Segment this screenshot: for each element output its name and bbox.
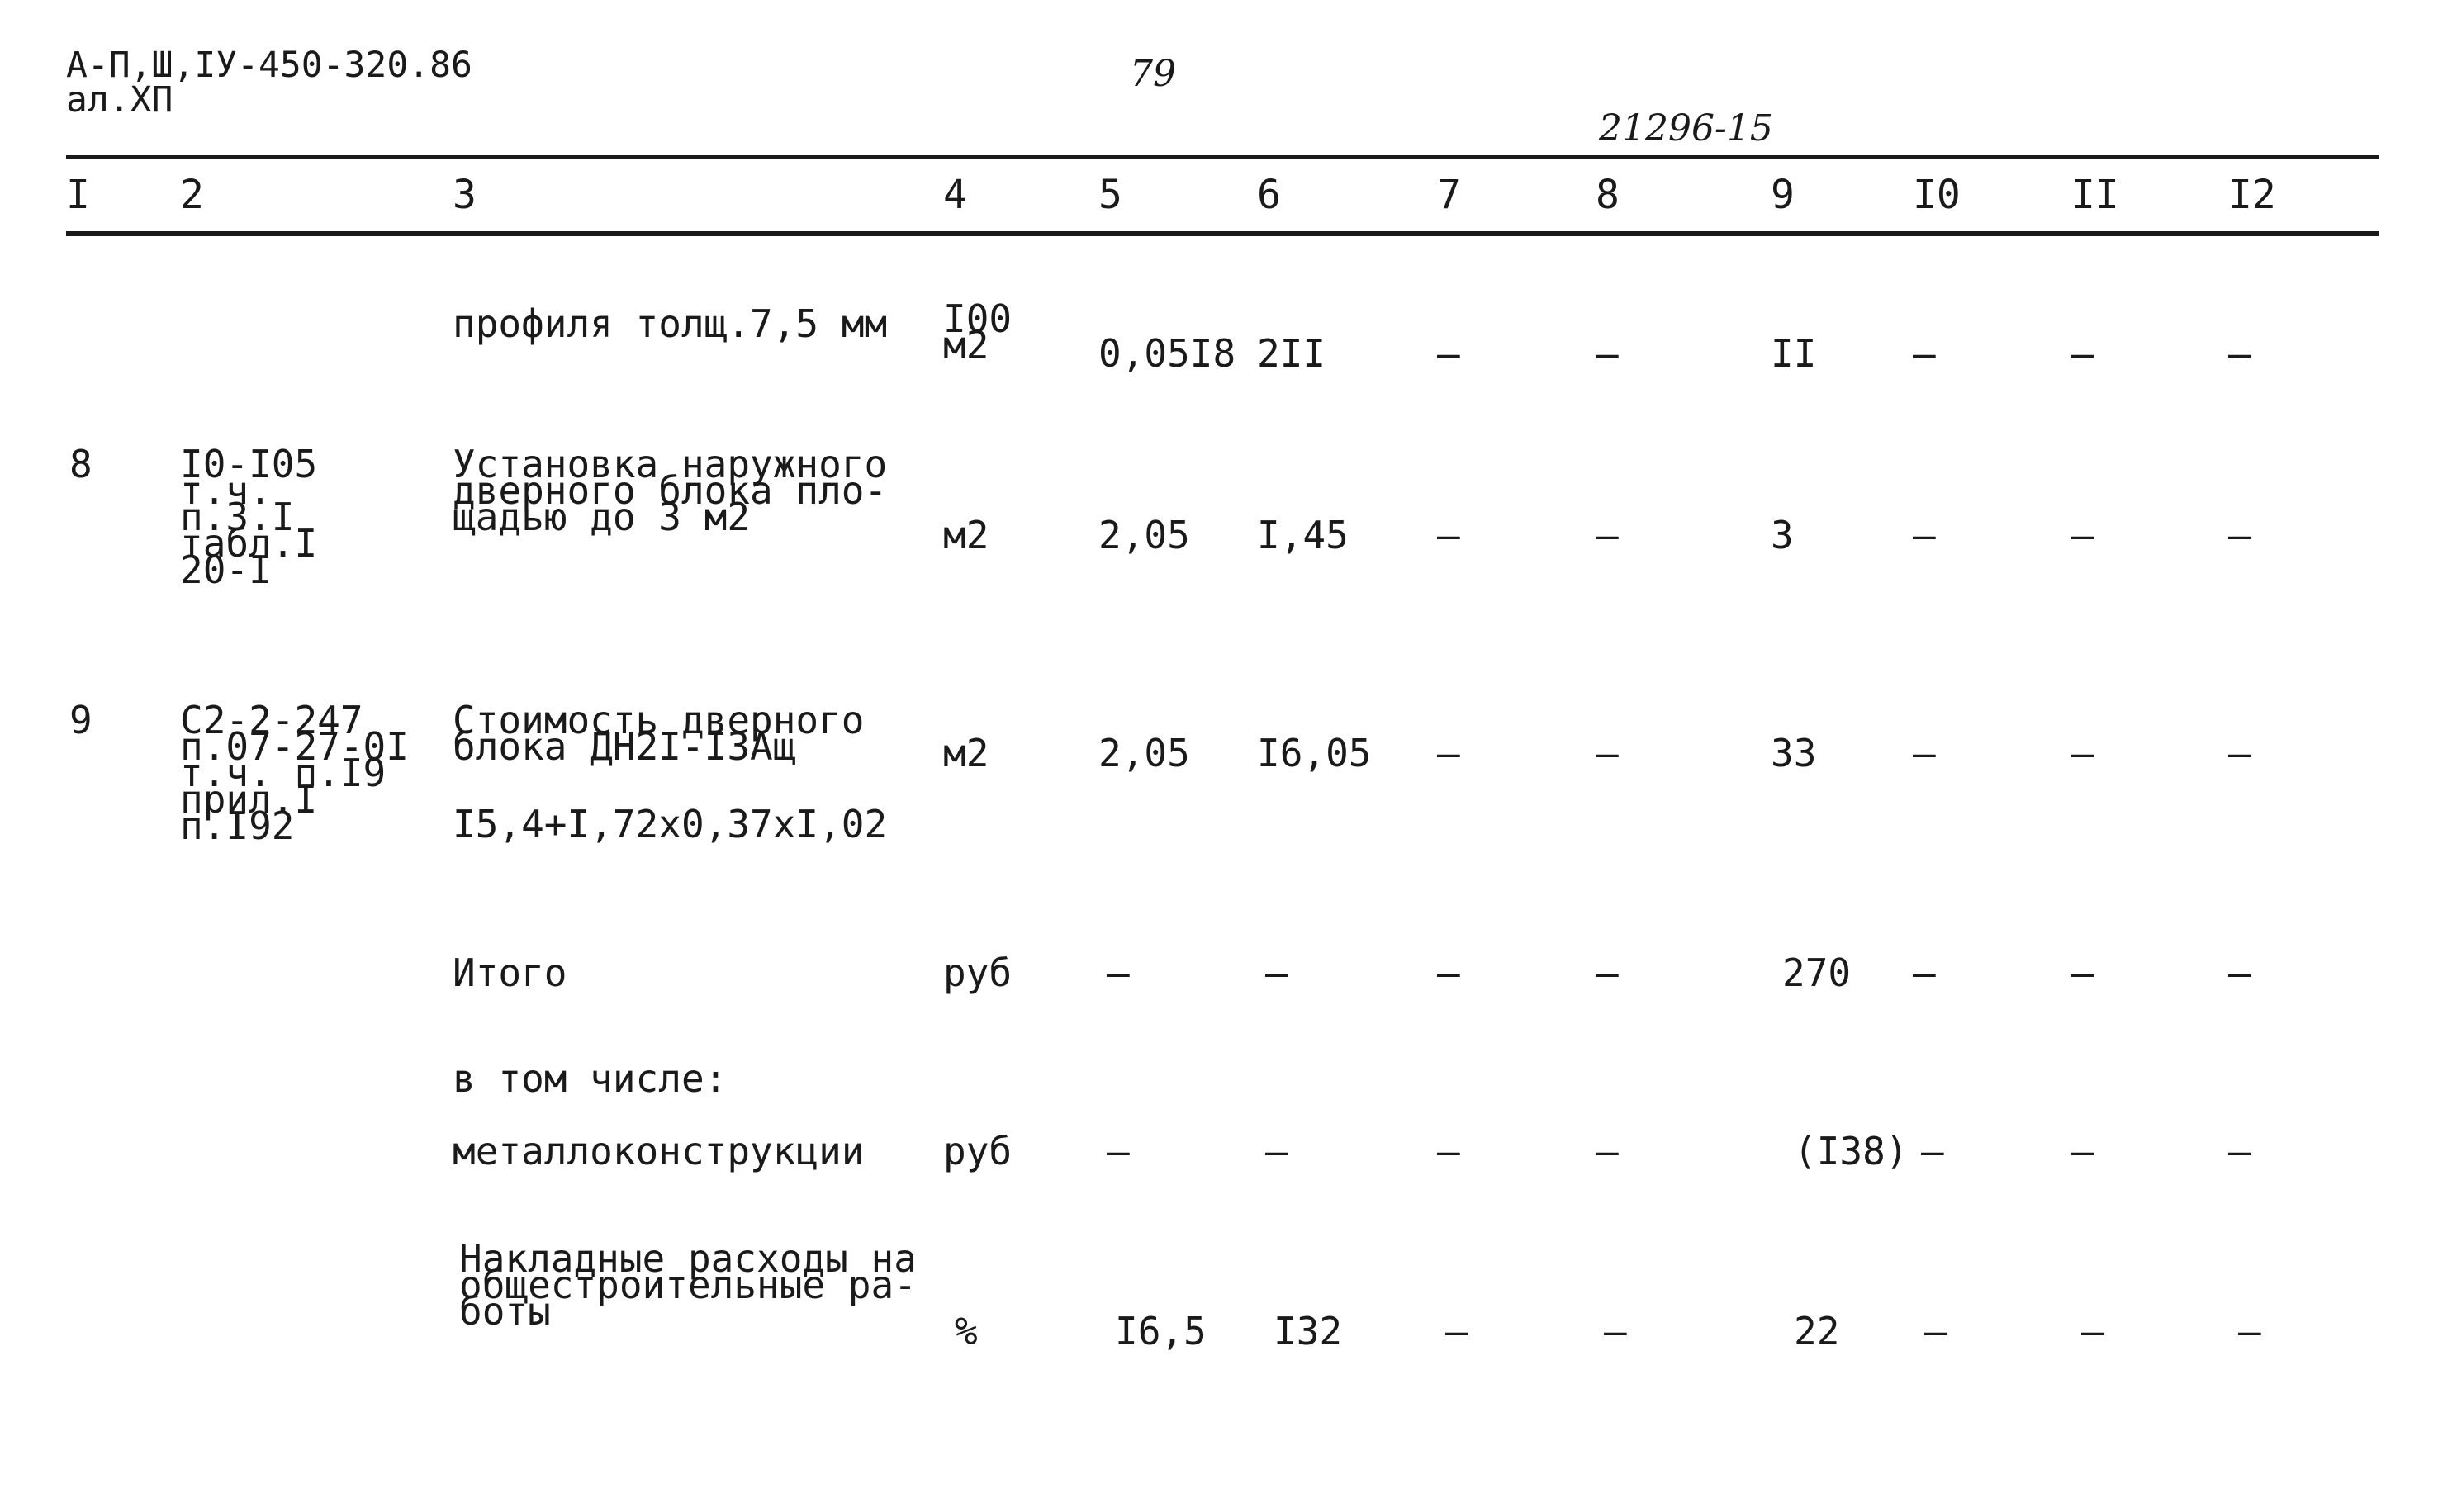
unit: м2 [943,513,989,557]
column-header-7: 7 [1437,172,1461,218]
col12-value: – [2228,1129,2251,1173]
page-number: 79 [1130,53,1176,95]
col11-value: – [2071,513,2094,557]
unit-price: I6,05 [1257,731,1372,775]
col11-value: – [2071,731,2094,775]
unit: % [955,1309,978,1353]
column-header-3: 3 [453,172,477,218]
col12-value: – [2238,1309,2261,1353]
reference-number: 21296-15 [1599,107,1773,149]
price-formula: I5,4+I,72x0,37xI,02 [453,802,888,846]
quantity: 2,05 [1098,513,1190,557]
col8-value: – [1596,950,1619,995]
column-header-2: 2 [180,172,204,218]
unit-price: 2II [1257,331,1326,376]
total-cost: 22 [1794,1309,1840,1353]
total-cost: 33 [1771,731,1817,775]
work-name: Стоимость дверного блока ДН2I-I3Ащ [453,698,865,769]
unit: руб [943,1129,1013,1173]
col7-value: – [1437,1129,1460,1173]
album-number: ал.XП [66,79,173,121]
column-header-12: I2 [2228,172,2276,218]
col10-value: – [1921,1129,1944,1173]
col10-value: – [1913,731,1936,775]
quantity: 0,05I8 [1098,331,1236,376]
column-header-4: 4 [943,172,967,218]
col8-value: – [1604,1309,1627,1353]
col7-value: – [1437,513,1460,557]
col10-value: – [1913,950,1936,995]
column-header-6: 6 [1257,172,1281,218]
col11-value: – [2081,1309,2104,1353]
col12-value: – [2228,331,2251,376]
quantity: I6,5 [1115,1309,1207,1353]
unit: I00 м2 [943,296,1013,367]
col7-value: – [1437,331,1460,376]
col8-value: – [1596,331,1619,376]
table-top-rule [66,155,2379,159]
col7-value: – [1437,950,1460,995]
column-header-8: 8 [1596,172,1620,218]
table-header-rule [66,231,2379,236]
col10-value: – [1913,331,1936,376]
column-header-1: I [66,172,90,218]
column-header-10: I0 [1913,172,1961,218]
work-name: профиля толщ.7,5 мм [453,301,888,346]
column-header-11: II [2071,172,2119,218]
norm-code: C2-2-247 п.07-27-0I т.ч. п.I9 прил.I п.I92 [180,698,409,848]
column-header-9: 9 [1771,172,1795,218]
item-number: 9 [69,698,92,742]
col11-value: – [2071,1129,2094,1173]
work-name: Итого [453,950,567,995]
unit-price: I32 [1274,1309,1343,1353]
col10-value: – [1913,513,1936,557]
col7-value: – [1437,731,1460,775]
col11-value: – [2071,950,2094,995]
column-header-5: 5 [1098,172,1122,218]
total-cost: 270 [1782,950,1852,995]
col8-value: – [1596,513,1619,557]
col12-value: – [2228,513,2251,557]
unit: руб [943,950,1013,995]
col8-value: – [1596,1129,1619,1173]
col7-value: – [1445,1309,1468,1353]
col8-value: – [1596,731,1619,775]
work-name: Накладные расходы на общестроительные ра- боты [459,1236,917,1334]
total-cost: 3 [1771,513,1794,557]
norm-code: I0-I05 т.ч. п.3.I табл.I 20-I [180,442,318,592]
unit-price: – [1265,1129,1288,1173]
quantity: 2,05 [1098,731,1190,775]
unit-price: I,45 [1257,513,1349,557]
unit: м2 [943,731,989,775]
total-cost: II [1771,331,1817,376]
col12-value: – [2228,731,2251,775]
total-cost: (I38) [1794,1129,1909,1173]
quantity: – [1107,950,1130,995]
document-code: А-П,Ш,IУ-450-320.86 [66,45,472,86]
quantity: – [1107,1129,1130,1173]
work-name: Установка наружного дверного блока пло- щадью до 3 м2 [453,442,888,539]
unit-price: – [1265,950,1288,995]
col11-value: – [2071,331,2094,376]
item-number: 8 [69,442,92,486]
col12-value: – [2228,950,2251,995]
subtotal-caption: в том числе: [453,1056,728,1101]
col10-value: – [1924,1309,1947,1353]
work-name: металлоконструкции [453,1129,865,1173]
